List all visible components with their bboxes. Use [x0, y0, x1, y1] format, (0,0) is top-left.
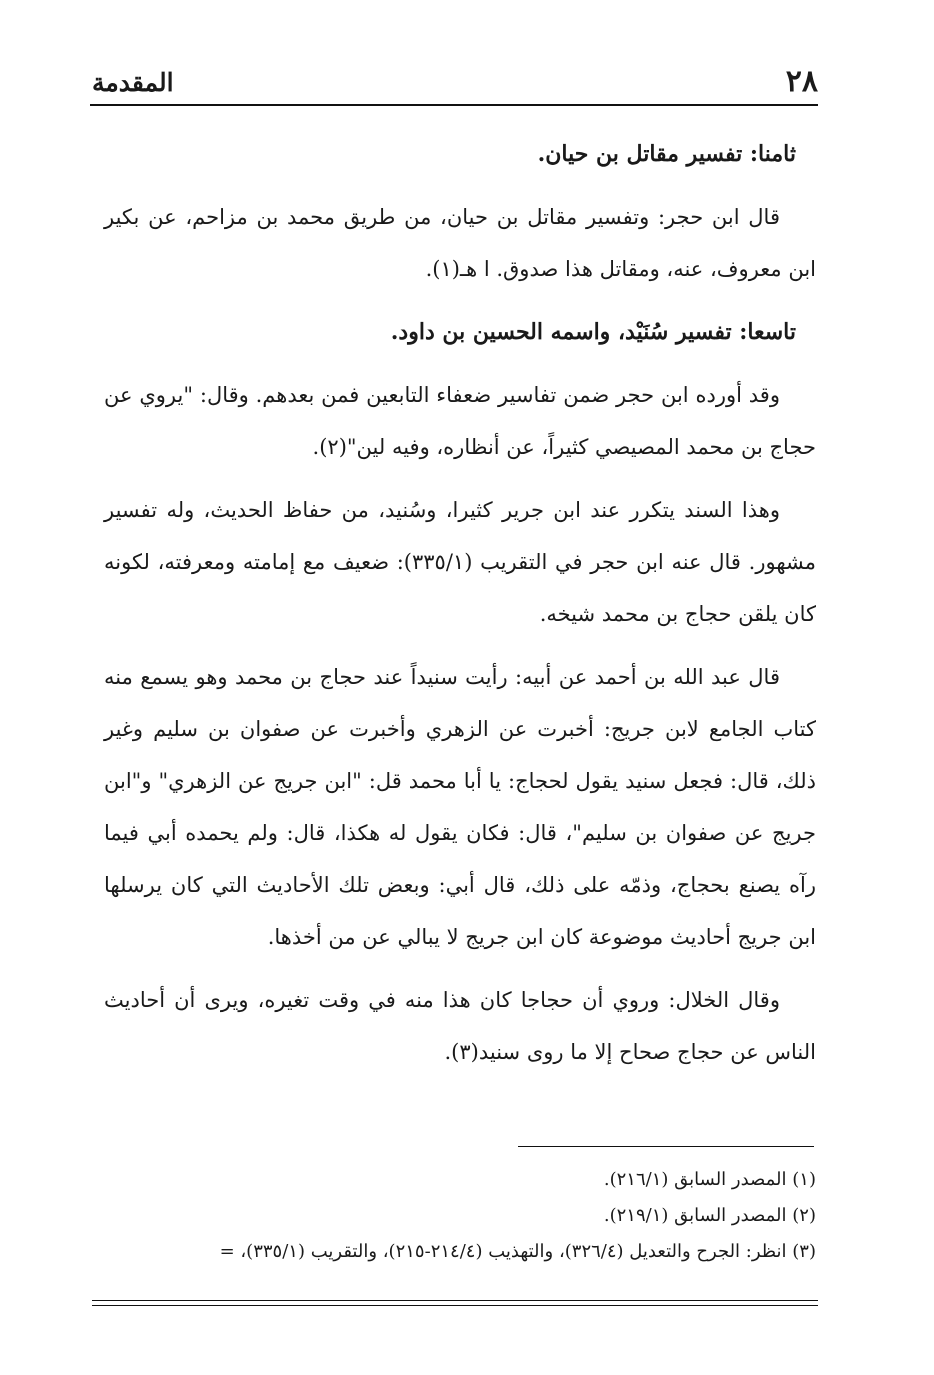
footnote-1: (١) المصدر السابق (٢١٦/١).	[603, 1169, 816, 1190]
bottom-rule	[92, 1300, 818, 1301]
section-heading-eighth: ثامنا: تفسير مقاتل بن حيان.	[537, 141, 796, 167]
footnote-2: (٢) المصدر السابق (٢١٩/١).	[603, 1205, 816, 1226]
main-text	[104, 128, 816, 1089]
chapter-title: المقدمة	[92, 68, 174, 97]
footnote-3: (٣) انظر: الجرح والتعديل (٣٢٦/٤)، والتهذيب (٢١٤/٤-٢١٥)، والتقريب (٣٣٥/١)، =	[219, 1241, 816, 1262]
footnotes	[104, 1162, 816, 1270]
footnote-separator	[518, 1146, 814, 1147]
paragraph: وهذا السند يتكرر عند ابن جرير كثيرا، وسُنيد، من حفاظ الحديث، وله تفسير مشهور. قال عنه ابن حجر في التقريب (٣٣٥/١): ضعيف مع إمامته ومعرفته، لكونه كان يلقن حجاج بن محمد شيخه.	[104, 498, 816, 626]
paragraph: وقال الخلال: وروي أن حجاجا كان هذا منه في وقت تغيره، ويرى أن أحاديث الناس عن حجاج صحاح إلا ما روى سنيد(٣).	[104, 988, 816, 1064]
page-number: ٢٨	[785, 64, 818, 99]
paragraph: قال عبد الله بن أحمد عن أبيه: رأيت سنيداً عند حجاج بن محمد وهو يسمع منه كتاب الجامع لابن جريج: أخبرت عن الزهري وأخبرت عن صفوان بن سليم وغير ذلك، قال: فجعل سنيد يقول لحجاج: يا أبا محمد قل: "ابن جريج عن الزهري" و"ابن جريج عن صفوان بن سليم"، قال: فكان يقول له هكذا، قال: ولم يحمده أبي فيما رآه يصنع بحجاج، وذمّه على ذلك، قال أبي: وبعض تلك الأحاديث التي كان يرسلها ابن جريج أحاديث موضوعة كان ابن جريج لا يبالي عن من أخذها.	[104, 665, 816, 949]
section-heading-ninth: تاسعا: تفسير سُنَيْد، واسمه الحسين بن داود.	[390, 319, 796, 345]
page-header	[92, 62, 818, 102]
bottom-rule	[92, 1305, 818, 1306]
header-rule	[90, 104, 818, 106]
paragraph: قال ابن حجر: وتفسير مقاتل بن حيان، من طريق محمد بن مزاحم، عن بكير ابن معروف، عنه، ومقاتل هذا صدوق. ا هـ(١).	[104, 205, 816, 281]
paragraph: وقد أورده ابن حجر ضمن تفاسير ضعفاء التابعين فمن بعدهم. وقال: "يروي عن حجاج بن محمد المصيصي كثيراً، عن أنظاره، وفيه لين"(٢).	[104, 383, 816, 459]
